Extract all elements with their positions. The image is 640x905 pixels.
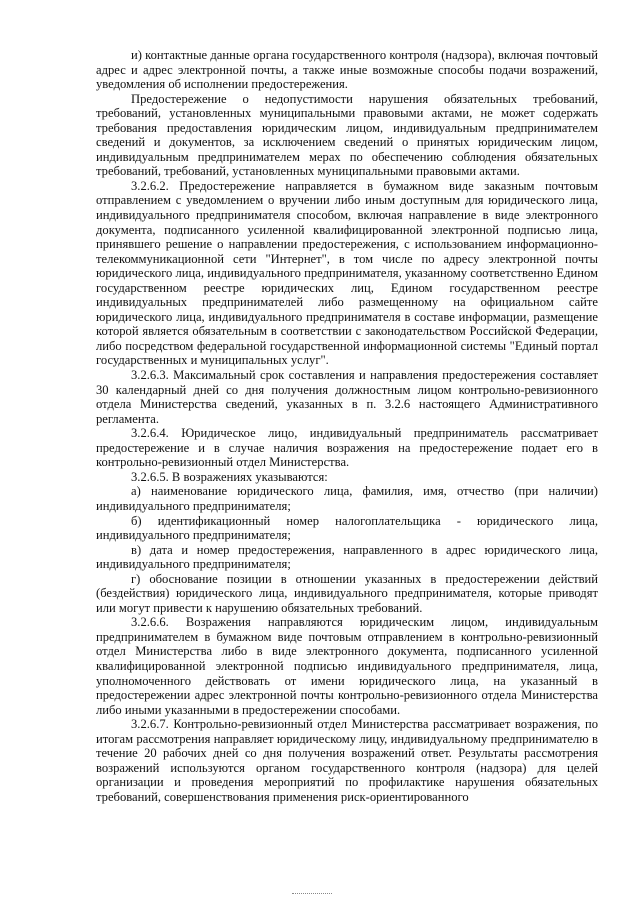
footer-divider [292,893,332,895]
document-page [96,48,598,804]
list-item-v: в) дата и номер предостережения, направленного в адрес юридического лица, индивидуального предпринимателя; [96,542,598,572]
list-item-g: г) обоснование позиции в отношении указанных в предостережении действий (бездействия) юридического лица, индивидуального предпринимателя, которые приводят или могут привести к нарушению обязательных требований. [96,571,598,615]
paragraph-3-2-6-4: 3.2.6.4. Юридическое лицо, индивидуальный предприниматель рассматривает предостережение и в случае наличия возражения на предостережение подает его в контрольно-ревизионный отдел Министерства. [96,426,598,470]
paragraph-3-2-6-6: 3.2.6.6. Возражения направляются юридическим лицом, индивидуальным предпринимателем в бумажном виде почтовым отправлением в контрольно-ревизионный отдел Министерства либо в виде электронного документа, подписанного усиленной квалифицированной электронной подписью индивидуального предпринимателя, лица, уполномоченного действовать от имени юридического лица, на указанный в предостережении адрес электронной почты контрольно-ревизионного отдела Министерства либо иными указанными в предостережении способами. [96,615,598,717]
paragraph-3-2-6-7: 3.2.6.7. Контрольно-ревизионный отдел Министерства рассматривает возражения, по итогам рассмотрения направляет юридическому лицу, индивидуальному предпринимателю в течение 20 рабочих дней со дня получения возражений ответ. Результаты рассмотрения возражений используются органом государственного контроля (надзора) для целей организации и проведения мероприятий по профилактике нарушения обязательных требований, совершенствования применения риск-ориентированного [96,717,598,804]
paragraph-warning-restrictions: Предостережение о недопустимости нарушения обязательных требований, требований, установленных муниципальными правовыми актами, не может содержать требования предоставления юридическим лицом, индивидуальным предпринимателем сведений и документов, за исключением сведений о принятых юридическим лицом, индивидуальным предпринимателем мерах по обеспечению соблюдения обязательных требований, требований, установленных муниципальными правовыми актами. [96,91,598,179]
list-item-a: а) наименование юридического лица, фамилия, имя, отчество (при наличии) индивидуального предпринимателя; [96,484,598,513]
paragraph-3-2-6-3: 3.2.6.3. Максимальный срок составления и направления предостережения составляет 30 календарный дней со дня получения должностным лицом контрольно-ревизионного отдела Министерства сведений, указанных в п. 3.2.6 настоящего Административного регламента. [96,368,598,426]
paragraph-3-2-6-2: 3.2.6.2. Предостережение направляется в бумажном виде заказным почтовым отправлением с уведомлением о вручении либо иным доступным для юридического лица, индивидуального предпринимателя способом, включая направление в виде электронного документа, подписанного усиленной квалифицированной электронной подписью лица, принявшего решение о направлении предостережения, с использованием информационно-телекоммуникационной сети "Интернет", в том числе по адресу электронной почты юридического лица, индивидуального предпринимателя, указанному соответственно Едином государственном реестре юридических лиц, Едином государственном реестре индивидуальных предпринимателей либо размещенному на официальном сайте юридического лица, индивидуального предпринимателя в составе информации, размещение которой является обязательным в соответствии с законодательством Российской Федерации, либо посредством федеральной государственной информационной системы "Единый портал государственных и муниципальных услуг". [96,178,598,368]
list-item-b: б) идентификационный номер налогоплательщика - юридического лица, индивидуального предпринимателя; [96,513,598,543]
paragraph-3-2-6-5: 3.2.6.5. В возражениях указываются: [131,469,328,484]
paragraph-contacts: и) контактные данные органа государственного контроля (надзора), включая почтовый адрес и адрес электронной почты, а также иные возможные способы подачи возражений, уведомления об исполнении предостережения. [96,48,598,92]
